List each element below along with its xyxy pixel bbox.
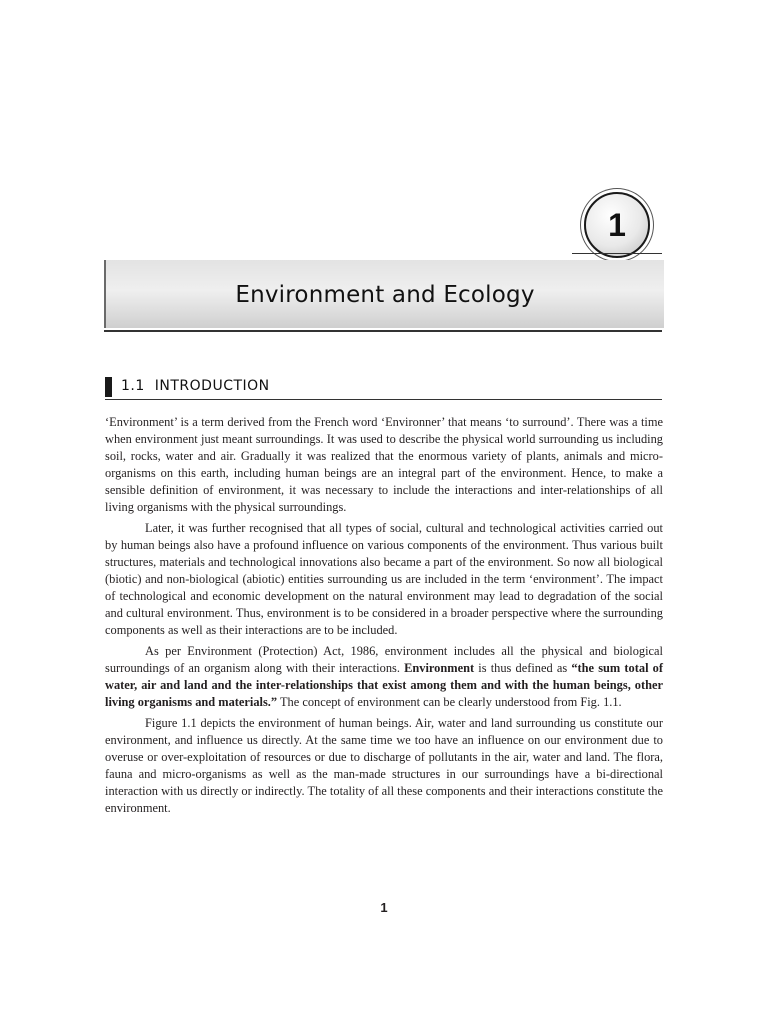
paragraph-3-text: As per Environment (Protection) Act, 1986, environment includes all the physical and biological surroundings of an organism along with their interactions. <box>105 644 663 675</box>
section-heading <box>105 377 662 400</box>
body-text <box>105 414 663 821</box>
section-marker-bar <box>105 377 112 397</box>
chapter-title-banner <box>104 260 664 328</box>
page-number: 1 <box>380 900 388 915</box>
environment-definition: “the sum total of water, air and land and the inter-relationships that exist among them and with the human beings, other living organisms and materials.” <box>105 661 663 709</box>
paragraph-1: ‘Environment’ is a term derived from the French word ‘Environner’ that means ‘to surround’. There was a time when environment just meant surroundings. It was used to describe the physical world surrounding us including soil, rocks, water and air. Gradually it was realized that the enormous variety of plants, animals and micro-organisms on this earth, including human beings are an integral part of the environment. Hence, to make a sensible definition of environment, it was necessary to include the interactions and inter-relationships of all living organisms with the physical surroundings. <box>105 415 663 514</box>
chapter-number: 1 <box>584 192 650 258</box>
section-number: 1.1 <box>121 378 145 394</box>
section-title: INTRODUCTION <box>154 378 270 394</box>
chapter-number-badge <box>582 190 652 260</box>
chapter-title: Environment and Ecology <box>235 282 535 308</box>
paragraph-3-term: Environment <box>404 661 475 675</box>
paragraph-2: Later, it was further recognised that all types of social, cultural and technological activities carried out by human beings also have a profound influence on various components of the environment. Thus various built structures, materials and technological innovations also became a part of the environment. So now all biological (biotic) and non-biological (abiotic) entities surrounding us are included in the term ‘environment’. The impact of technological and economic development on the natural environment may lead to degradation of the social and cultural environment. Thus, environment is to be considered in a broader perspective where the surrounding components as well as their interactions are to be included. <box>105 521 663 637</box>
title-banner-rule <box>104 330 662 332</box>
paragraph-3-text: is thus defined as <box>474 661 572 675</box>
paragraph-3-text: The concept of environment can be clearly understood from Fig. 1.1. <box>277 695 622 709</box>
paragraph-4: Figure 1.1 depicts the environment of human beings. Air, water and land surrounding us constitute our environment, and influence us directly. At the same time we too have an influence on our environment due to overuse or over-exploitation of resources or due to discharge of pollutants in the air, water and land. The flora, fauna and micro-organisms as well as the man-made structures in our surroundings have a bi-directional interaction with us directly or indirectly. The totality of all these components and their interactions constitute the environment. <box>105 716 663 815</box>
paragraph-3 <box>105 643 663 711</box>
